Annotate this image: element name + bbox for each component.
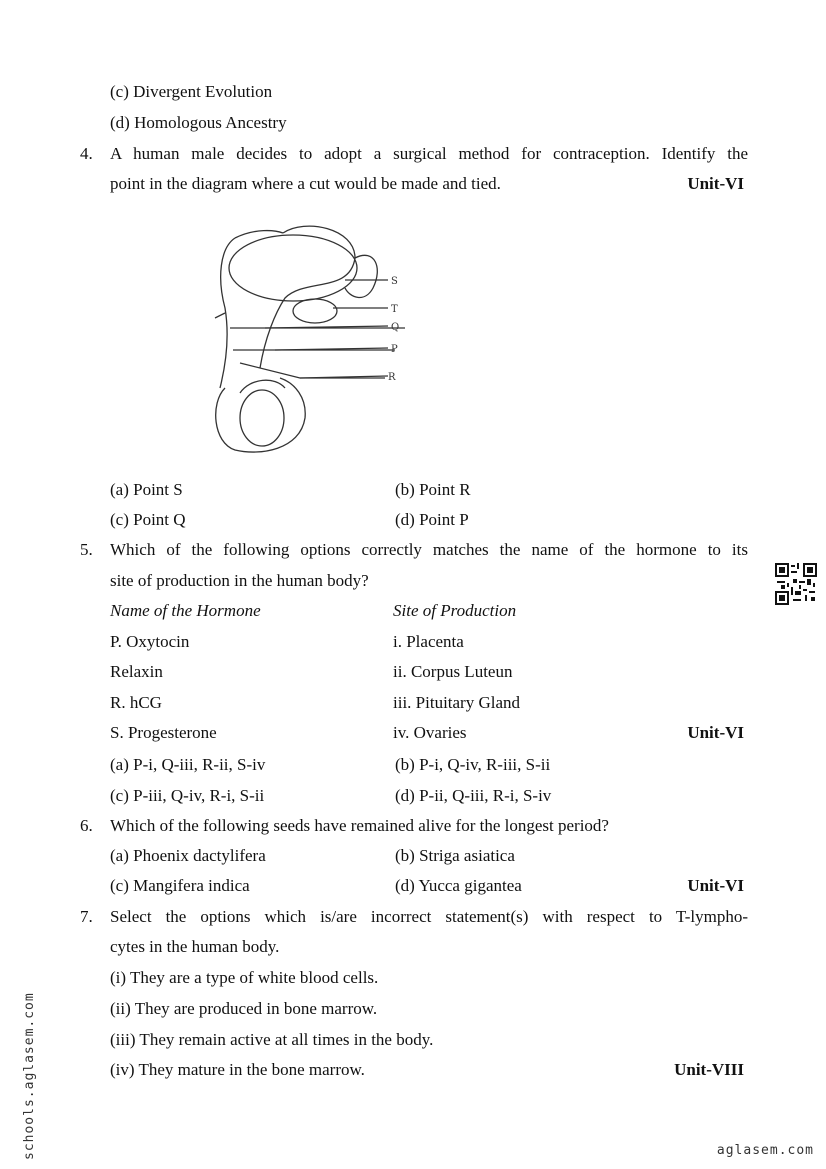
seminal-vesicle-shape xyxy=(345,255,377,297)
q7-line1: Select the options which is/are incorrect statement(s) with respect to T-lympho- xyxy=(110,907,748,926)
footer-watermark: aglasem.com xyxy=(716,1143,814,1158)
q5-row-right: ii. Corpus Luteun xyxy=(393,662,513,681)
q4-unit: Unit-VI xyxy=(687,174,744,193)
q7-statement-3: (iii) They remain active at all times in the body. xyxy=(110,1030,434,1049)
q4-line1: A human male decides to adopt a surgical method for contraception. Identify the xyxy=(110,144,748,163)
q6-line1: Which of the following seeds have remained alive for the longest period? xyxy=(110,816,609,835)
q4-option-c: (c) Point Q xyxy=(110,510,186,529)
scrotum-shape xyxy=(216,378,306,452)
q5-col-head-left: Name of the Hormone xyxy=(110,601,261,620)
diagram-label-r: R xyxy=(388,372,396,383)
q7-unit: Unit-VIII xyxy=(674,1060,744,1079)
q3-option-d: (d) Homologous Ancestry xyxy=(110,113,287,132)
q7-line2: cytes in the human body. xyxy=(110,937,280,956)
q6-option-c: (c) Mangifera indica xyxy=(110,876,250,895)
q5-number: 5. xyxy=(80,540,93,559)
diagram-label-p: P xyxy=(391,344,398,355)
q7-number: 7. xyxy=(80,907,93,926)
q5-line1: Which of the following options correctly matches the name of the hormone to its xyxy=(110,540,748,559)
diagram-label-t: T xyxy=(391,304,398,315)
q7-statement-4: (iv) They mature in the bone marrow. xyxy=(110,1060,365,1079)
q5-row-right: iii. Pituitary Gland xyxy=(393,693,521,712)
q5-line2: site of production in the human body? xyxy=(110,571,369,590)
q5-row-right: iv. Ovaries xyxy=(393,723,467,742)
q4-number: 4. xyxy=(80,144,93,163)
q5-row-left: S. Progesterone xyxy=(110,723,217,742)
qr-code xyxy=(775,563,817,605)
q5-option-d: (d) P-ii, Q-iii, R-i, S-iv xyxy=(395,786,552,805)
q4-option-b: (b) Point R xyxy=(395,480,471,499)
q5-row-left: R. hCG xyxy=(110,693,162,712)
q5-option-b: (b) P-i, Q-iv, R-iii, S-ii xyxy=(395,755,551,774)
diagram-label-s: S xyxy=(391,276,398,287)
q6-option-a: (a) Phoenix dactylifera xyxy=(110,846,266,865)
vas-deferens-path xyxy=(260,226,355,368)
bladder-shape xyxy=(229,235,357,301)
q5-row-left: P. Oxytocin xyxy=(110,632,190,651)
reproductive-system-diagram xyxy=(205,218,405,453)
diagram-label-q: Q xyxy=(391,322,400,333)
q6-option-d: (d) Yucca gigantea xyxy=(395,876,522,895)
q4-line2: point in the diagram where a cut would be made and tied. xyxy=(110,174,501,193)
q5-row-left: Relaxin xyxy=(110,662,163,681)
q5-col-head-right: Site of Production xyxy=(393,601,517,620)
q5-unit: Unit-VI xyxy=(687,723,744,742)
q6-number: 6. xyxy=(80,816,93,835)
q7-statement-1: (i) They are a type of white blood cells. xyxy=(110,968,379,987)
prostate-shape xyxy=(293,299,337,323)
q7-statement-2: (ii) They are produced in bone marrow. xyxy=(110,999,378,1018)
q6-option-b: (b) Striga asiatica xyxy=(395,846,515,865)
testis-shape xyxy=(240,390,284,446)
q6-unit: Unit-VI xyxy=(687,876,744,895)
q4-option-d: (d) Point P xyxy=(395,510,469,529)
q3-option-c: (c) Divergent Evolution xyxy=(110,82,273,101)
q5-option-c: (c) P-iii, Q-iv, R-i, S-ii xyxy=(110,786,265,805)
q5-row-right: i. Placenta xyxy=(393,632,464,651)
side-watermark: schools.aglasem.com xyxy=(22,992,37,1160)
q4-option-a: (a) Point S xyxy=(110,480,183,499)
q5-option-a: (a) P-i, Q-iii, R-ii, S-iv xyxy=(110,755,266,774)
